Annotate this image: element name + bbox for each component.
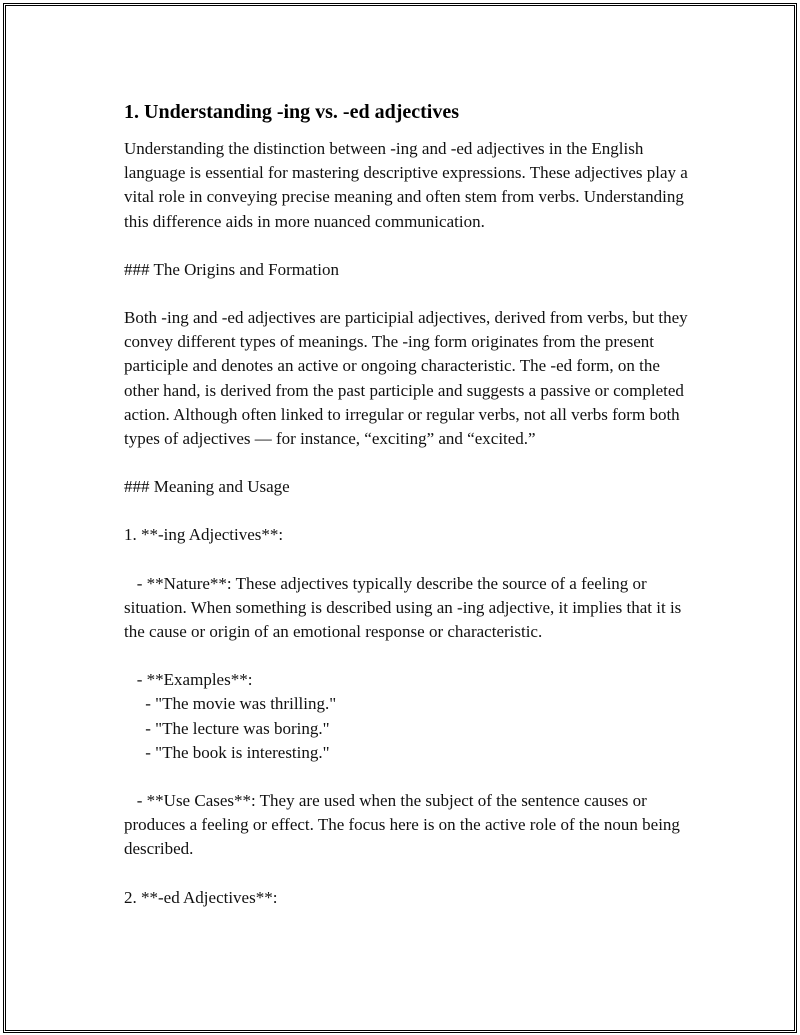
ed-adjectives-label: 2. **-ed Adjectives**:: [124, 887, 278, 907]
use-cases-paragraph: - **Use Cases**: They are used when the subject of the sentence causes or produces a feeling or effect. The focus here is on the active role of the noun being described.: [124, 791, 685, 859]
intro-paragraph: Understanding the distinction between -ing and -ed adjectives in the English language is essential for mastering descriptive expressions. These adjectives play a vital role in conveying precise meaning and often stem from verbs. Understanding this difference aids in more nuanced communication.: [124, 139, 693, 231]
document-body: [124, 99, 694, 934]
document-title: 1. Understanding -ing vs. -ed adjectives: [124, 101, 460, 123]
ing-adjectives-label: 1. **-ing Adjectives**:: [124, 525, 284, 545]
nature-paragraph: - **Nature**: These adjectives typically describe the source of a feeling or situation. When something is described using an -ing adjective, it implies that it is the cause or origin of an emotional response or characteristic.: [124, 573, 686, 642]
spacer: [124, 765, 694, 789]
example-item: - "The movie was thrilling.": [124, 694, 337, 714]
example-item: - "The lecture was boring.": [124, 718, 330, 738]
page-frame: [3, 3, 797, 1033]
origins-paragraph: Both -ing and -ed adjectives are participial adjectives, derived from verbs, but they convey different types of meanings. The -ing form originates from the present participle and denotes an active or ongoing characteristic. The -ed form, on the other hand, is derived from the past participle and suggests a passive or completed action. Although often linked to irregular or regular verbs, not all verbs form both types of adjectives — for instance, “exciting” and “excited.”: [124, 308, 692, 449]
examples-label: - **Examples**:: [124, 670, 253, 690]
origins-heading: ### The Origins and Formation: [124, 259, 339, 279]
meaning-heading: ### Meaning and Usage: [124, 477, 290, 497]
example-item: - "The book is interesting.": [124, 742, 330, 762]
